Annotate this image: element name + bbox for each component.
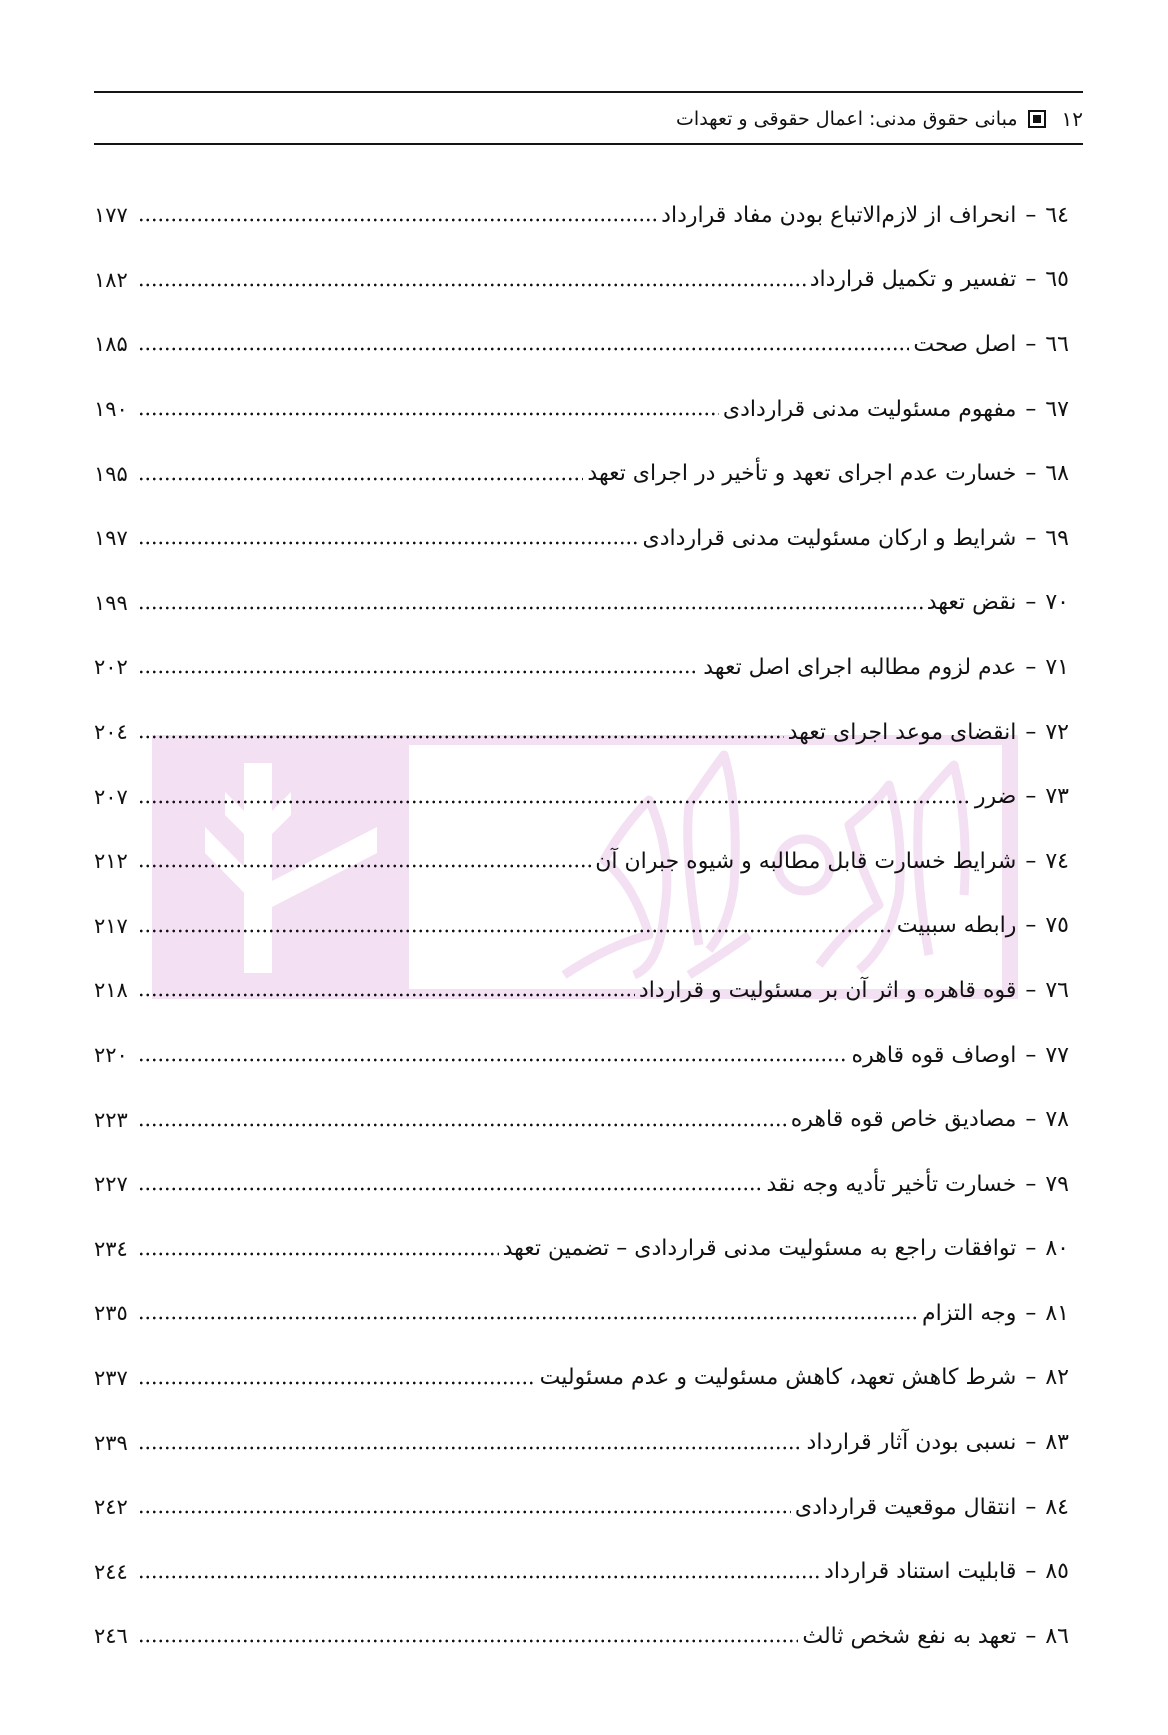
entry-dash: –: [1025, 913, 1037, 939]
dot-leader: [138, 665, 699, 679]
toc-entry-65[interactable]: [94, 248, 1069, 313]
entry-dash: –: [1025, 1236, 1037, 1262]
entry-dash: –: [1025, 1171, 1037, 1197]
toc-entry-74[interactable]: [94, 829, 1069, 894]
toc-entry-85[interactable]: [94, 1539, 1069, 1604]
dot-leader: [138, 601, 923, 615]
entry-title: انتقال موقعیت قراردادی: [794, 1494, 1017, 1520]
entry-dash: –: [1025, 977, 1037, 1003]
square-bullet-icon: [1028, 110, 1046, 128]
entry-number: ۸٦: [1045, 1623, 1069, 1649]
toc-entry-71[interactable]: [94, 635, 1069, 700]
dot-leader: [138, 1118, 787, 1132]
entry-title: ضرر: [974, 784, 1017, 810]
toc-entry-78[interactable]: [94, 1087, 1069, 1152]
entry-page-number: ۲۲۳: [94, 1107, 128, 1132]
toc-entry-83[interactable]: [94, 1410, 1069, 1475]
entry-title: تعهد به نفع شخص ثالث: [802, 1623, 1017, 1649]
entry-title: شرط کاهش تعهد، کاهش مسئولیت و عدم مسئولیت: [539, 1365, 1017, 1391]
entry-page-number: ۲۳٥: [94, 1301, 128, 1326]
entry-dash: –: [1025, 1300, 1037, 1326]
entry-number: ۸۱: [1045, 1300, 1069, 1326]
entry-number: ٦٩: [1045, 525, 1069, 551]
entry-title: شرایط و ارکان مسئولیت مدنی قراردادی: [642, 525, 1017, 551]
entry-title: قابلیت استناد قرارداد: [824, 1559, 1017, 1585]
entry-page-number: ۲۰٤: [94, 720, 128, 745]
entry-dash: –: [1025, 1365, 1037, 1391]
table-of-contents: [94, 183, 1069, 1669]
dot-leader: [138, 1441, 803, 1455]
entry-number: ٦٦: [1045, 331, 1069, 357]
entry-dash: –: [1025, 525, 1037, 551]
entry-page-number: ۱۹۹: [94, 590, 128, 615]
toc-entry-66[interactable]: [94, 312, 1069, 377]
entry-page-number: ۱۷۷: [94, 203, 128, 228]
dot-leader: [138, 342, 909, 356]
entry-number: ۸٤: [1045, 1494, 1069, 1520]
entry-page-number: ۲۰۷: [94, 784, 128, 809]
toc-entry-82[interactable]: [94, 1346, 1069, 1411]
entry-page-number: ۲۰۲: [94, 655, 128, 680]
entry-dash: –: [1025, 1107, 1037, 1133]
entry-title: شرایط خسارت قابل مطالبه و شیوه جبران آن: [595, 848, 1017, 874]
entry-number: ٦٥: [1045, 267, 1069, 293]
entry-page-number: ۲۳۷: [94, 1365, 128, 1390]
entry-dash: –: [1025, 202, 1037, 228]
dot-leader: [138, 1505, 791, 1519]
dot-leader: [138, 1247, 499, 1261]
entry-page-number: ۲۲۰: [94, 1043, 128, 1068]
dot-leader: [138, 213, 657, 227]
toc-entry-84[interactable]: [94, 1475, 1069, 1540]
entry-number: ۷٥: [1045, 913, 1069, 939]
entry-page-number: ۱۸۵: [94, 332, 128, 357]
entry-dash: –: [1025, 848, 1037, 874]
toc-entry-80[interactable]: [94, 1217, 1069, 1282]
entry-number: ٦٤: [1045, 202, 1069, 228]
entry-page-number: ۱۹۷: [94, 526, 128, 551]
page-number: ۱۲: [1061, 107, 1083, 131]
entry-title: اصل صحت: [913, 331, 1017, 357]
dot-leader: [138, 1311, 918, 1325]
dot-leader: [138, 1053, 848, 1067]
entry-dash: –: [1025, 396, 1037, 422]
entry-page-number: ۲۱۷: [94, 913, 128, 938]
dot-leader: [138, 536, 639, 550]
entry-title: عدم لزوم مطالبه اجرای اصل تعهد: [703, 654, 1017, 680]
dot-leader: [138, 730, 784, 744]
entry-dash: –: [1025, 1494, 1037, 1520]
entry-title: انحراف از لازم‌الاتباع بودن مفاد قرارداد: [661, 202, 1017, 228]
entry-number: ۷۷: [1045, 1042, 1069, 1068]
entry-number: ۷۸: [1045, 1107, 1069, 1133]
entry-title: مفهوم مسئولیت مدنی قراردادی: [722, 396, 1017, 422]
entry-number: ۷٦: [1045, 977, 1069, 1003]
toc-entry-68[interactable]: [94, 441, 1069, 506]
entry-dash: –: [1025, 784, 1037, 810]
entry-number: ۸۳: [1045, 1430, 1069, 1456]
toc-entry-79[interactable]: [94, 1152, 1069, 1217]
entry-page-number: ۲۳۹: [94, 1430, 128, 1455]
entry-number: ٦٧: [1045, 396, 1069, 422]
dot-leader: [138, 1182, 763, 1196]
dot-leader: [138, 988, 635, 1002]
entry-number: ۸۰: [1045, 1236, 1069, 1262]
header-top-rule: [94, 91, 1083, 93]
toc-entry-77[interactable]: [94, 1023, 1069, 1088]
toc-entry-64[interactable]: [94, 183, 1069, 248]
dot-leader: [138, 924, 893, 938]
entry-title: مصادیق خاص قوه قاهره: [790, 1107, 1017, 1133]
toc-entry-81[interactable]: [94, 1281, 1069, 1346]
entry-dash: –: [1025, 1430, 1037, 1456]
entry-dash: –: [1025, 1559, 1037, 1585]
entry-dash: –: [1025, 590, 1037, 616]
entry-title: توافقات راجع به مسئولیت مدنی قراردادی – تضمین تعهد: [502, 1236, 1017, 1262]
entry-title: قوه قاهره و اثر آن بر مسئولیت و قرارداد: [638, 977, 1017, 1003]
entry-page-number: ۲٤۲: [94, 1495, 128, 1520]
entry-number: ۸٥: [1045, 1559, 1069, 1585]
entry-page-number: ۲۲۷: [94, 1172, 128, 1197]
entry-number: ۷٤: [1045, 848, 1069, 874]
toc-entry-75[interactable]: [94, 894, 1069, 959]
entry-page-number: ۱۸۲: [94, 267, 128, 292]
entry-title: اوصاف قوه قاهره: [851, 1042, 1017, 1068]
entry-page-number: ۲۱۲: [94, 849, 128, 874]
header-bottom-rule: [94, 143, 1083, 145]
entry-number: ۷۰: [1045, 590, 1069, 616]
entry-page-number: ۲٤٤: [94, 1559, 128, 1584]
dot-leader: [138, 1376, 536, 1390]
entry-dash: –: [1025, 1623, 1037, 1649]
toc-entry-73[interactable]: [94, 764, 1069, 829]
entry-title: رابطه سببیت: [896, 913, 1017, 939]
entry-number: ۷۳: [1045, 784, 1069, 810]
entry-title: انقضای موعد اجرای تعهد: [787, 719, 1017, 745]
entry-number: ۷۱: [1045, 654, 1069, 680]
dot-leader: [138, 278, 806, 292]
entry-title: نسبی بودن آثار قرارداد: [806, 1430, 1017, 1456]
entry-title: وجه التزام: [922, 1300, 1017, 1326]
entry-dash: –: [1025, 1042, 1037, 1068]
entry-number: ۷۹: [1045, 1171, 1069, 1197]
entry-dash: –: [1025, 461, 1037, 487]
entry-dash: –: [1025, 654, 1037, 680]
entry-page-number: ۲۱۸: [94, 978, 128, 1003]
entry-title: خسارت تأخیر تأدیه وجه نقد: [766, 1171, 1017, 1197]
toc-entry-69[interactable]: [94, 506, 1069, 571]
entry-number: ٦٨: [1045, 461, 1069, 487]
dot-leader: [138, 407, 719, 421]
entry-dash: –: [1025, 267, 1037, 293]
entry-page-number: ۱۹۵: [94, 461, 128, 486]
running-title: مبانی حقوق مدنی: اعمال حقوقی و تعهدات: [676, 108, 1018, 130]
toc-entry-72[interactable]: [94, 700, 1069, 765]
entry-dash: –: [1025, 331, 1037, 357]
dot-leader: [138, 795, 971, 809]
dot-leader: [138, 1634, 798, 1648]
entry-page-number: ۱۹۰: [94, 397, 128, 422]
entry-page-number: ۲۳٤: [94, 1236, 128, 1261]
entry-number: ۸۲: [1045, 1365, 1069, 1391]
entry-dash: –: [1025, 719, 1037, 745]
entry-title: خسارت عدم اجرای تعهد و تأخیر در اجرای تعهد: [587, 461, 1017, 487]
dot-leader: [138, 859, 591, 873]
entry-page-number: ۲٤٦: [94, 1624, 128, 1649]
toc-entry-86[interactable]: [94, 1604, 1069, 1669]
dot-leader: [138, 472, 583, 486]
toc-entry-70[interactable]: [94, 571, 1069, 636]
toc-entry-76[interactable]: [94, 958, 1069, 1023]
dot-leader: [138, 1570, 820, 1584]
entry-number: ۷۲: [1045, 719, 1069, 745]
running-header: [676, 104, 1083, 134]
entry-title: تفسیر و تکمیل قرارداد: [809, 267, 1017, 293]
toc-entry-67[interactable]: [94, 377, 1069, 442]
entry-title: نقض تعهد: [926, 590, 1017, 616]
